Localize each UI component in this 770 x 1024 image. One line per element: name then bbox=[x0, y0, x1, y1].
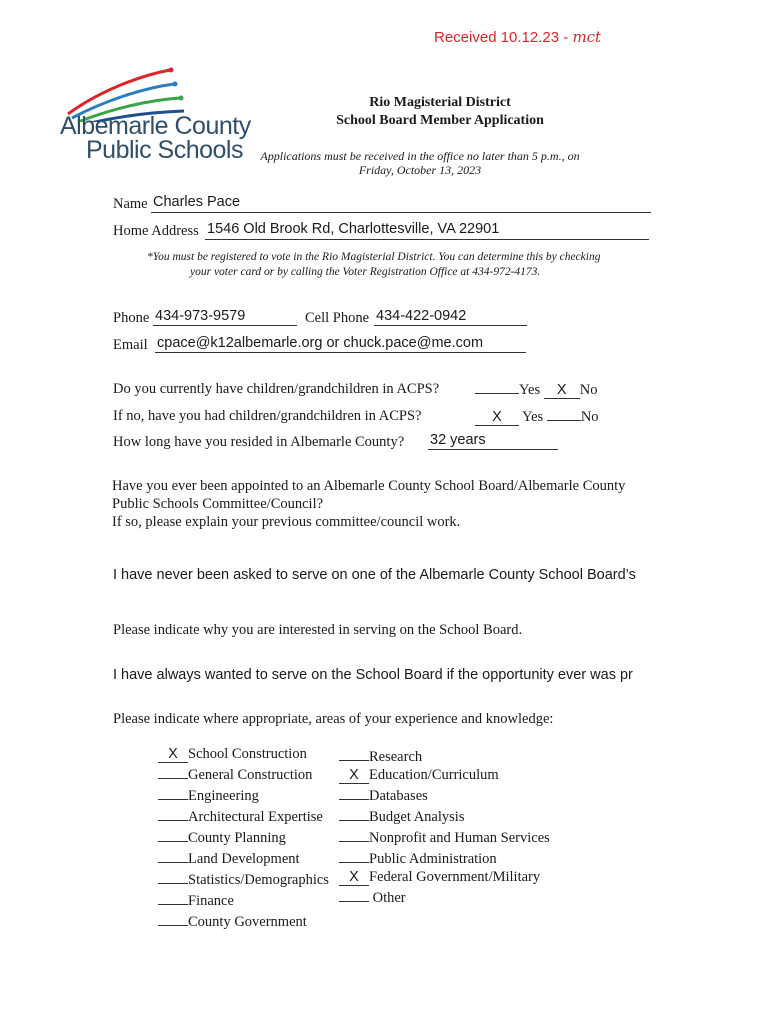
experience-checkbox[interactable]: X bbox=[158, 747, 188, 763]
experience-label: Budget Analysis bbox=[369, 809, 465, 825]
deadline-line2: Friday, October 13, 2023 bbox=[358, 163, 482, 177]
committee-question-line3: If so, please explain your previous committee/council work. bbox=[112, 514, 461, 530]
name-underline bbox=[151, 212, 651, 213]
experience-item bbox=[158, 805, 329, 826]
experience-checkbox[interactable] bbox=[158, 826, 188, 842]
email-underline bbox=[155, 352, 526, 353]
experience-label: Finance bbox=[188, 893, 234, 909]
experience-checkbox[interactable]: X bbox=[339, 870, 369, 886]
experience-checkbox[interactable] bbox=[339, 826, 369, 842]
residence-underline bbox=[428, 449, 558, 450]
q2-yes-blank[interactable]: X bbox=[475, 410, 519, 426]
experience-checkbox[interactable] bbox=[158, 784, 188, 800]
received-initials: mct bbox=[572, 28, 602, 46]
experience-label: Federal Government/Military bbox=[369, 869, 541, 885]
q2-no-blank[interactable] bbox=[547, 405, 581, 421]
experience-item bbox=[158, 868, 329, 889]
experience-label: General Construction bbox=[188, 767, 313, 783]
experience-item bbox=[158, 745, 329, 763]
experience-item bbox=[158, 784, 329, 805]
form-title: School Board Member Application bbox=[336, 113, 544, 128]
experience-checkbox[interactable] bbox=[158, 868, 188, 884]
experience-label: Other bbox=[372, 890, 406, 906]
cell-underline bbox=[374, 325, 527, 326]
q1-yes-blank[interactable] bbox=[475, 378, 519, 394]
phone-field[interactable]: 434-973-9579 bbox=[155, 308, 246, 324]
committee-answer-field[interactable]: I have never been asked to serve on one of the Albemarle County School Board’s bbox=[113, 567, 636, 583]
deadline-line1: Applications must be received in the office no later than 5 p.m., on bbox=[260, 149, 580, 163]
committee-question-line1: Have you ever been appointed to an Albemarle County School Board/Albemarle County bbox=[112, 478, 626, 494]
received-text: Received 10.12.23 - bbox=[434, 29, 569, 46]
experience-item bbox=[158, 847, 329, 868]
experience-item bbox=[158, 910, 329, 931]
interest-answer-field[interactable]: I have always wanted to serve on the School Board if the opportunity ever was pr bbox=[113, 667, 633, 683]
committee-question-line2: Public Schools Committee/Council? bbox=[112, 496, 324, 512]
experience-label: Architectural Expertise bbox=[188, 809, 323, 825]
cell-field[interactable]: 434-422-0942 bbox=[376, 308, 467, 324]
q1-no-label: No bbox=[579, 382, 598, 398]
albemarle-logo bbox=[58, 62, 251, 164]
experience-label: Databases bbox=[369, 788, 428, 804]
address-label: Home Address bbox=[113, 223, 199, 239]
experience-checkbox[interactable]: X bbox=[339, 768, 369, 784]
q1-yes-label: Yes bbox=[519, 382, 541, 398]
q1-no-blank[interactable]: X bbox=[544, 383, 580, 399]
email-field[interactable]: cpace@k12albemarle.org or chuck.pace@me.com bbox=[157, 335, 484, 351]
experience-checkbox[interactable] bbox=[158, 910, 188, 926]
cell-label: Cell Phone bbox=[305, 310, 370, 326]
experience-item bbox=[158, 763, 329, 784]
q1-answer bbox=[475, 378, 597, 399]
q2-no-label: No bbox=[580, 409, 599, 425]
experience-label: Nonprofit and Human Services bbox=[369, 830, 550, 846]
experience-item bbox=[339, 805, 550, 826]
experience-checkbox[interactable] bbox=[339, 847, 369, 863]
q1-text: Do you currently have children/grandchildren in ACPS? bbox=[113, 381, 440, 397]
phone-label: Phone bbox=[113, 310, 150, 326]
experience-item bbox=[339, 784, 550, 805]
q3-text: How long have you resided in Albemarle County? bbox=[113, 434, 405, 450]
experience-checkbox[interactable] bbox=[158, 763, 188, 779]
district-title: Rio Magisterial District bbox=[369, 95, 511, 110]
residence-years-field[interactable]: 32 years bbox=[430, 432, 486, 448]
name-label: Name bbox=[113, 196, 148, 212]
name-field[interactable]: Charles Pace bbox=[153, 194, 241, 210]
logo-line1: Albemarle County bbox=[60, 112, 251, 140]
address-underline bbox=[205, 239, 649, 240]
received-stamp bbox=[434, 28, 601, 46]
experience-checkbox[interactable] bbox=[158, 805, 188, 821]
experience-label: Education/Curriculum bbox=[369, 767, 499, 783]
voter-note-line1: *You must be registered to vote in the Rio Magisterial District. You can determine this by checking bbox=[147, 251, 601, 263]
experience-label: School Construction bbox=[188, 746, 307, 762]
experience-checkbox[interactable] bbox=[339, 805, 369, 821]
experience-label: Land Development bbox=[188, 851, 300, 867]
experience-item bbox=[158, 826, 329, 847]
experience-item bbox=[339, 847, 550, 868]
experience-checkbox[interactable] bbox=[158, 889, 188, 905]
experience-label: Engineering bbox=[188, 788, 259, 804]
q2-answer bbox=[475, 405, 599, 426]
experience-item bbox=[339, 868, 550, 886]
experience-label: County Planning bbox=[188, 830, 286, 846]
experience-right-column bbox=[339, 745, 550, 907]
experience-checkbox[interactable] bbox=[158, 847, 188, 863]
experience-item bbox=[339, 886, 550, 907]
phone-underline bbox=[153, 325, 297, 326]
q2-text: If no, have you had children/grandchildren in ACPS? bbox=[113, 408, 422, 424]
experience-item bbox=[158, 889, 329, 910]
experience-label: Public Administration bbox=[369, 851, 497, 867]
experience-checkbox[interactable] bbox=[339, 784, 369, 800]
experience-item bbox=[339, 826, 550, 847]
experience-left-column bbox=[158, 745, 329, 931]
experience-label: Statistics/Demographics bbox=[188, 872, 329, 888]
experience-prompt: Please indicate where appropriate, areas of your experience and knowledge: bbox=[113, 711, 554, 727]
address-field[interactable]: 1546 Old Brook Rd, Charlottesville, VA 22901 bbox=[207, 221, 500, 237]
experience-checkbox[interactable] bbox=[339, 745, 369, 761]
logo-line2: Public Schools bbox=[86, 136, 243, 164]
voter-note-line2: your voter card or by calling the Voter Registration Office at 434-972-4173. bbox=[190, 266, 541, 278]
q2-yes-label: Yes bbox=[522, 409, 544, 425]
experience-item bbox=[339, 745, 550, 766]
email-label: Email bbox=[113, 337, 148, 353]
experience-checkbox[interactable] bbox=[339, 886, 369, 902]
experience-label: County Government bbox=[188, 914, 307, 930]
interest-prompt: Please indicate why you are interested in serving on the School Board. bbox=[113, 622, 523, 638]
experience-label: Research bbox=[369, 749, 423, 765]
experience-item bbox=[339, 766, 550, 784]
